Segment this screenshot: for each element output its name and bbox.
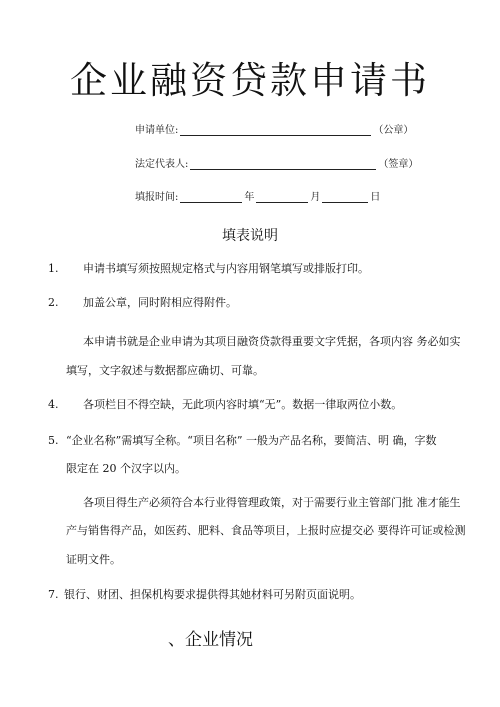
legal-representative-field xyxy=(135,155,418,170)
instruction-item-6-line-2: 产与销售得产品，如医药、肥料、食品等项目，上报时应提交必 要得许可证或检测 xyxy=(66,524,466,537)
instruction-item-1: 申请书填写须按照规定格式与内容用钢笔填写或排版打印。 xyxy=(83,262,369,275)
section-heading-company-info: 、企业情况 xyxy=(168,630,253,650)
item-number: 2. xyxy=(48,296,59,309)
month-blank-line xyxy=(256,191,308,203)
day-label: 日 xyxy=(370,192,381,203)
instruction-item-6-line-1: 各项目得生产必须符合本行业得管理政策，对于需要行业主管部门批 准才能生 xyxy=(83,496,461,509)
applicant-seal-note: （公章） xyxy=(373,125,414,136)
day-blank-line xyxy=(322,191,368,203)
item-number: 7. xyxy=(48,588,59,601)
legal-representative-seal-note: （签章） xyxy=(378,159,419,170)
legal-representative-blank-line xyxy=(190,158,376,170)
instruction-item-4: 各项栏目不得空缺，无此项内容时填“无”。数据一律取两位小数。 xyxy=(83,398,403,411)
item-number: 1. xyxy=(48,262,59,275)
instruction-item-5-line-2: 限定在 20 个汉字以内。 xyxy=(66,462,186,475)
instructions-heading: 填表说明 xyxy=(222,228,278,244)
instruction-item-5-line-1: “企业名称”需填写全称。“项目名称” 一般为产品名称，要简洁、明 确，字数 xyxy=(66,434,437,447)
month-label: 月 xyxy=(310,192,321,203)
year-label: 年 xyxy=(244,192,255,203)
document-title: 企业融资贷款申请书 xyxy=(70,59,430,102)
instruction-item-3-line-1: 本申请书就是企业申请为其项目融资贷款得重要文字凭据，各项内容 务必如实 xyxy=(83,335,461,348)
item-number: 4. xyxy=(48,398,59,411)
year-blank-line xyxy=(180,191,242,203)
applicant-blank-line xyxy=(180,124,371,136)
legal-representative-label: 法定代表人: xyxy=(135,159,189,170)
instruction-item-3-line-2: 填写，文字叙述与数据都应确切、可靠。 xyxy=(66,364,264,377)
instruction-item-6-line-3: 证明文件。 xyxy=(66,553,121,566)
applicant-label: 申请单位: xyxy=(135,125,179,136)
date-field xyxy=(135,188,380,203)
applicant-field xyxy=(135,121,413,136)
instruction-item-2: 加盖公章，同时附相应得附件。 xyxy=(83,296,237,309)
date-label: 填报时间: xyxy=(135,192,179,203)
item-number: 5. xyxy=(48,434,59,447)
instruction-item-7: 银行、财团、担保机构要求提供得其她材料可另附页面说明。 xyxy=(64,588,361,601)
